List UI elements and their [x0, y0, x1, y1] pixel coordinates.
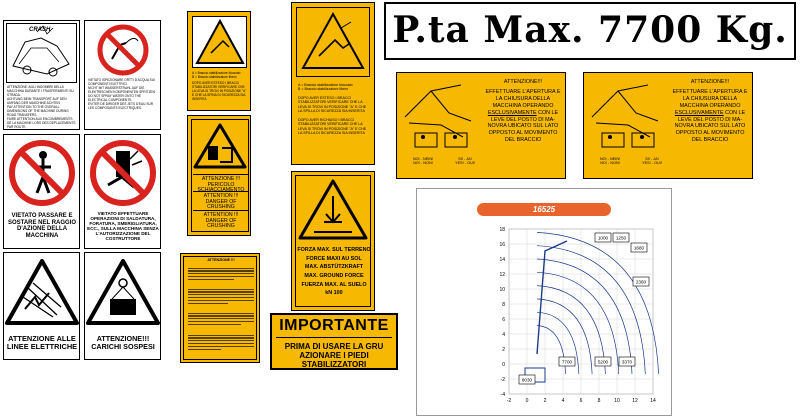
no-passing-text: VIETATO PASSARE E SOSTARE NEL RAGGIO D'AZIONE DELLA MACCHINA [7, 213, 77, 239]
boom2-text-after: CON LE LEVE DEL POSTO DI MA- NOVRA UBICATO SUL LATO OPPOSTO AL MOVIMENTO DEL BRACCIO [674, 109, 746, 144]
boom-warning-label-1 [396, 72, 566, 179]
crane-boom-illustration-icon [401, 77, 479, 161]
crushing-warning-icon [192, 122, 248, 170]
stabilizer-warning-icon [193, 17, 247, 67]
boom1-text-before: EFFETTUARE L'APERTURA E LA CHIUSURA DELLA MACCHINA OPERANDO [485, 88, 561, 109]
importante-text: PRIMA DI USARE LA GRU AZIONARE I PIEDI STABILIZZATORI [284, 342, 384, 370]
boom2-heading: ATTENZIONE!!! [690, 79, 730, 85]
electrical-text-fr: EVITER DE DIRIGER DES JETS D'EAU SUR LES COMPOSANTS ELECTRIQUES. [88, 102, 154, 110]
instructions-text-block-1 [188, 266, 254, 282]
load-box-value: 1250 [615, 235, 627, 241]
ground-force-warning-icon [296, 178, 370, 242]
electrical-text-it: VIETATO ISPEZIONARE ORTTI D'ACQUA SUI COMPONENTI ELETTRICI. [88, 78, 155, 86]
x-tick-label: 14 [650, 398, 656, 404]
crash-text-fr: FAIRE ATTENTION AUX ENCOMBREMENTS DE LA MACHINE LORS DES DEPLACEMENTS PAR ROUTE. [7, 117, 76, 129]
stab-small-legend-a: A = Braccio stabilizzatore bloccato [192, 71, 241, 75]
y-tick-label: -4 [500, 392, 505, 398]
crushing-line2-en: DANGER OF CRUSHING [205, 198, 237, 211]
no-welding-label [84, 134, 161, 249]
stab-large-text1: DOPO AVER ESTESO I BRACCI STABILIZZATORI VERIFICARE CHE LA LEVA SI TROVI IN POSIZIONE "A" E CHE LA SPILLA DI SICUREZZA SIA INSERITA [298, 95, 367, 114]
x-tick-label: 4 [561, 398, 565, 404]
crushing-line1-en: ATTENTION !!! [203, 193, 239, 199]
stab-small-text: DOPO AVER ESTESO I BRACCI STABILIZZATORI VERIFICARE CHE LA LEVA SI TROVI IN POSIZIONE "A" E CHE LA SPINA DI SICUREZZA SIA INSERITA [192, 81, 247, 101]
importante-label [270, 313, 398, 370]
x-tick-label: 0 [525, 398, 529, 404]
instructions-heading: ATTENZIONE !!! [207, 258, 235, 262]
y-tick-label: 12 [499, 272, 505, 278]
power-lines-label [3, 252, 80, 360]
electrical-text-de: NICHT MIT WASSERSTRAHL AUF DIE ELEKTRISCHEN KOMPONENTEN SPRITZEN [88, 86, 155, 94]
instructions-text-block-3 [188, 311, 254, 327]
boom-warning-label-2 [583, 72, 753, 179]
load-box-value: 3370 [621, 359, 633, 365]
load-chart-diagram [417, 189, 672, 416]
load-box-value: 2360 [635, 279, 647, 285]
ground-force-line-2: FORCE MAXI AU SOL [306, 255, 362, 262]
ground-force-line-6: kN 100 [325, 290, 343, 297]
y-tick-label: 4 [502, 332, 505, 338]
load-box-value: 8030 [521, 377, 533, 383]
y-tick-label: 8 [502, 302, 505, 308]
crash-text-en: PAY ATTENTION TO THE OVERALL DIMENSIONS OF THE MACHINE DURING ROAD TRANSFERS [7, 105, 69, 117]
y-tick-label: 14 [499, 257, 505, 263]
no-passing-label [3, 134, 80, 249]
power-lines-warning-icon [5, 257, 80, 327]
crash-truck-icon [7, 24, 77, 82]
load-box-value: 1680 [633, 245, 645, 251]
crash-text-de: ACHTUNG BEIM TRANSPORT AUF DEN UMFANG DER MASCHINE ACHTEN [7, 97, 67, 105]
electrical-text-en: DO NOT SPRAY WATER ONTO THE ELECTRICAL COMPONENTS. [88, 94, 142, 102]
stab-small-legend-b: B = Braccio stabilizzatore libero [192, 75, 237, 79]
stabilizer-large-diagram [296, 7, 370, 77]
instructions-label [180, 253, 260, 363]
crushing-line4-en: DANGER OF CRUSHING [205, 217, 237, 230]
load-chart-label [416, 188, 672, 416]
ground-force-label [291, 171, 375, 311]
suspended-loads-text: ATTENZIONE!!! CARICHI SOSPESI [91, 334, 155, 351]
boom2-no-text: NO! - NEIN! NO! - NON! [599, 157, 621, 166]
x-tick-label: 2 [543, 398, 547, 404]
stabilizer-large-icon [297, 8, 369, 76]
no-welding-text: VIETATO EFFETTUARE OPERAZIONI DI SALDATURA, FORATURA, SMERIGLIATURA, ECC., SULLA MACCHINA SENZA L'AUTORIZZAZIONE DEL COSTRUTTORE [87, 211, 159, 242]
boom2-text-underlined: ESCLUSIVAMENTE [674, 109, 724, 116]
boom2-yes-text: SI! - JA! YES! - OUI! [642, 157, 662, 166]
x-tick-label: 12 [632, 398, 638, 404]
instructions-text-block-4 [188, 333, 254, 351]
boom1-heading: ATTENZIONE!!! [503, 79, 543, 85]
no-water-spray-label [84, 20, 161, 130]
boom1-text-underlined: ESCLUSIVAMENTE [487, 109, 537, 116]
stab-large-legend-b: B = Braccio stabilizzatore libero [298, 87, 349, 92]
y-tick-label: 16 [499, 242, 505, 248]
suspended-load-warning-icon [86, 257, 161, 327]
crane-boom-illustration-icon [588, 77, 666, 161]
y-tick-label: 6 [502, 317, 505, 323]
ground-force-lines [296, 246, 372, 298]
suspended-loads-label [84, 252, 161, 360]
y-tick-label: -2 [500, 377, 505, 383]
load-box-value: 1000 [597, 235, 609, 241]
y-tick-label: 0 [502, 362, 505, 368]
no-pedestrian-icon [5, 137, 80, 209]
crash-title: CRASH [29, 27, 51, 33]
ground-force-line-1: FORZA MAX. SUL TERRENO [297, 247, 371, 253]
crushing-danger-label [187, 115, 251, 236]
x-tick-label: 6 [579, 398, 583, 404]
y-tick-label: 10 [499, 287, 505, 293]
stabilizer-large-label [291, 2, 375, 165]
ground-force-line-3: MAX. ABSTÜTZKRAFT [304, 264, 364, 271]
load-chart-model: 16525 [477, 203, 611, 216]
load-box-value: 7700 [561, 359, 573, 365]
x-tick-label: 8 [597, 398, 601, 404]
boom1-text-after: CON LE LEVE DEL POSTO DI MA- NOVRA UBICATO SUL LATO OPPOSTO AL MOVIMENTO DEL BRACCIO [487, 109, 559, 144]
crash-text-it: ATTENZIONE: AGLI INGOMBRI DELLA MACCHINA DURANTE I TRASFERIMENTI SU STRADA. [7, 85, 74, 97]
boom2-text-before: EFFETTUARE L'APERTURA E LA CHIUSURA DELLA MACCHINA OPERANDO [672, 88, 748, 109]
load-box-value: 5200 [597, 359, 609, 365]
stabilizer-diagram [192, 16, 247, 68]
crushing-line2-it: PERICOLO SCHIACCIAMENTO [197, 181, 245, 194]
boom1-yes-text: SI! - JA! YES! - OUI! [455, 157, 475, 166]
stab-large-legend-a: A = Braccio stabilizzatore bloccato [298, 83, 353, 87]
x-tick-label: 10 [614, 398, 620, 404]
ground-force-line-5: FUERZA MAX. AL SUELO [301, 281, 367, 288]
crash-illustration [6, 23, 77, 83]
instructions-text-block-2 [188, 287, 254, 305]
max-load-banner [384, 2, 796, 60]
stab-large-text2: DOPO AVER RICHIUSO I BRACCI STABILIZZATORI VERIFICARE CHE LA LEVA SI TROVI IN POSIZIONE "A" E CHE LA SPILLA DI SICUREZZA SIA INSERITA [298, 117, 367, 136]
stabilizer-small-label [187, 11, 251, 111]
importante-title: IMPORTANTE [279, 317, 389, 334]
crushing-line3-en: ATTENTION !!! [203, 212, 239, 218]
no-water-spray-icon [86, 23, 161, 78]
power-lines-text: ATTENZIONE ALLE LINEE ELETTRICHE [6, 334, 78, 352]
boom1-no-text: NO! - NEIN! NO! - NON! [412, 157, 434, 166]
crash-warning-label [3, 20, 80, 130]
x-tick-label: -2 [506, 398, 512, 404]
y-tick-label: 18 [499, 227, 505, 233]
no-welding-icon [86, 137, 161, 209]
max-load-text: P.ta Max. 7700 Kg. [392, 9, 788, 51]
ground-force-line-4: MAX. GROUND FORCE [304, 272, 364, 279]
crushing-line1-it: ATTENZIONE !!! [201, 176, 241, 182]
y-tick-label: 2 [502, 347, 505, 353]
